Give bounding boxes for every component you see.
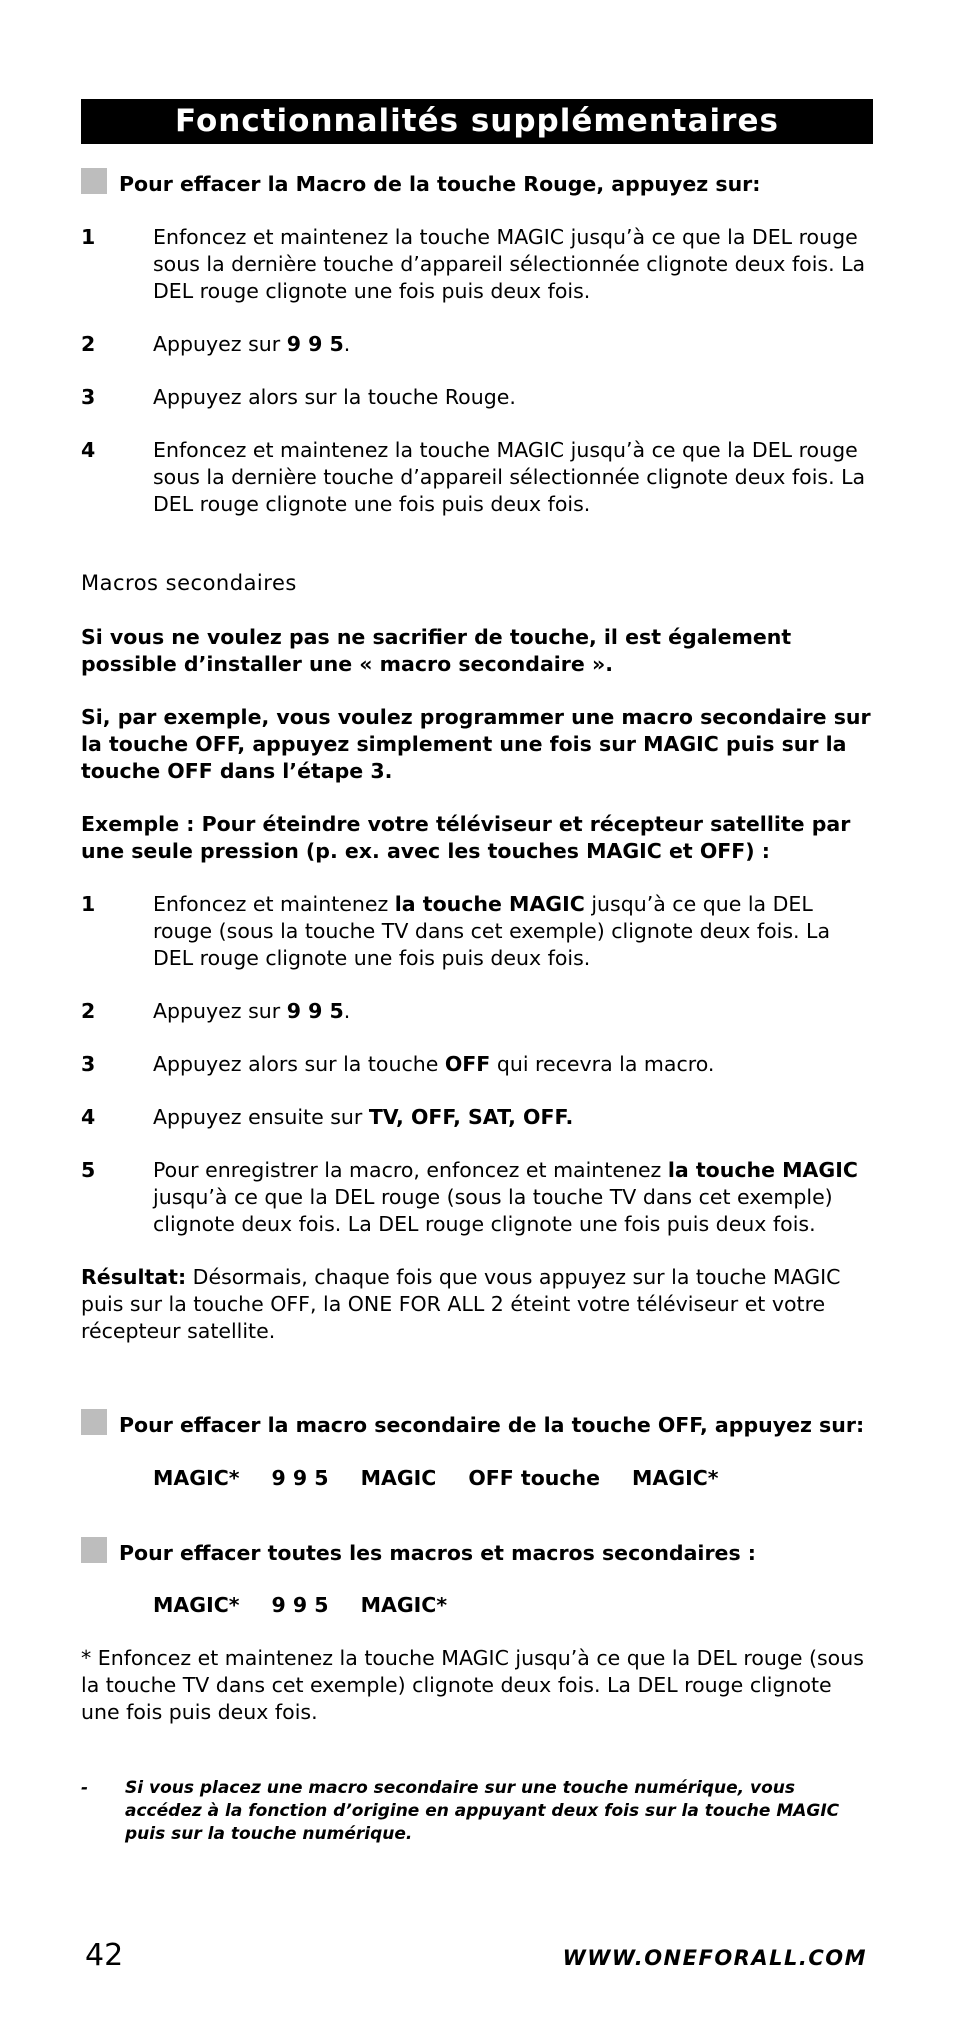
intro-paragraph: Si vous ne voulez pas ne sacrifier de touche, il est également possible d’installer une « macro secondaire ». [81, 625, 792, 676]
step-item [81, 437, 873, 518]
result-label: Résultat: [81, 1265, 187, 1289]
square-bullet-icon [81, 168, 107, 194]
step-item [81, 1104, 873, 1131]
section-heading-erase-red-macro [81, 171, 873, 198]
step-number: 4 [81, 438, 96, 462]
page-number: 42 [85, 1938, 124, 1973]
step-number: 5 [81, 1158, 96, 1182]
step-text: Enfoncez et maintenez la touche MAGIC jusqu’à ce que la DEL rouge (sous la touche TV dans cet exemple) clignote deux fois. La DEL rouge clignote une fois puis deux fois. [153, 892, 831, 970]
step-item [81, 891, 873, 972]
subheading-secondary-macros: Macros secondaires [81, 571, 297, 595]
step-number: 1 [81, 892, 96, 916]
step-number: 4 [81, 1105, 96, 1129]
step-text: Pour enregistrer la macro, enfoncez et maintenez la touche MAGIC jusqu’à ce que la DEL rouge (sous la touche TV dans cet exemple) clignote deux fois. La DEL rouge clignote une fois puis deux fois. [153, 1158, 858, 1236]
step-item [81, 998, 873, 1025]
step-text: Enfoncez et maintenez la touche MAGIC jusqu’à ce que la DEL rouge sous la dernière touche d’appareil sélectionnée clignote deux fois. La DEL rouge clignote une fois puis deux fois. [153, 438, 866, 516]
example-paragraph: Exemple : Pour éteindre votre téléviseur et récepteur satellite par une seule pression (p. ex. avec les touches MAGIC et OFF) : [81, 812, 851, 863]
section-heading-text: Pour effacer la macro secondaire de la touche OFF, appuyez sur: [119, 1413, 865, 1437]
result-text: Désormais, chaque fois que vous appuyez sur la touche MAGIC puis sur la touche OFF, la ONE FOR ALL 2 éteint votre téléviseur et votre récepteur satellite. [81, 1265, 841, 1343]
step-text: Appuyez ensuite sur TV, OFF, SAT, OFF. [153, 1105, 574, 1129]
step-text: Enfoncez et maintenez la touche MAGIC jusqu’à ce que la DEL rouge sous la dernière touche d’appareil sélectionnée clignote deux fois. La DEL rouge clignote une fois puis deux fois. [153, 225, 866, 303]
square-bullet-icon [81, 1409, 107, 1435]
section-heading-text: Pour effacer la Macro de la touche Rouge, appuyez sur: [119, 172, 761, 196]
key-label: MAGIC* [632, 1466, 719, 1490]
step-number: 1 [81, 225, 96, 249]
intro-paragraph: Si, par exemple, vous voulez programmer une macro secondaire sur la touche OFF, appuyez simplement une fois sur MAGIC puis sur la touche OFF dans l’étape 3. [81, 705, 871, 783]
step-item [81, 1157, 873, 1238]
step-text: Appuyez alors sur la touche OFF qui recevra la macro. [153, 1052, 715, 1076]
step-number: 2 [81, 999, 96, 1023]
key-label: OFF touche [468, 1466, 601, 1490]
step-item [81, 224, 873, 305]
key-label: 9 9 5 [271, 1466, 329, 1490]
step-item [81, 1051, 873, 1078]
italic-note [81, 1777, 873, 1846]
footer-url: WWW.ONEFORALL.COM [562, 1946, 867, 1970]
step-number: 3 [81, 385, 96, 409]
square-bullet-icon [81, 1537, 107, 1563]
note-text: Si vous placez une macro secondaire sur une touche numérique, vous accédez à la fonction d’origine en appuyant deux fois sur la touche MAGIC puis sur la touche numérique. [125, 1778, 840, 1844]
section-heading-erase-secondary-macro [81, 1412, 873, 1439]
key-label: MAGIC* [153, 1466, 240, 1490]
footnote: * Enfoncez et maintenez la touche MAGIC jusqu’à ce que la DEL rouge (sous la touche TV dans cet exemple) clignote deux fois. La DEL rouge clignote une fois puis deux fois. [81, 1646, 864, 1724]
key-sequence [81, 1592, 945, 1619]
result-paragraph [81, 1264, 873, 1345]
section-heading-text: Pour effacer toutes les macros et macros secondaires : [119, 1541, 757, 1565]
key-label: MAGIC* [360, 1593, 448, 1617]
note-dash: - [81, 1778, 89, 1798]
key-label: MAGIC [360, 1466, 437, 1490]
key-label: 9 9 5 [271, 1593, 329, 1617]
step-text: Appuyez sur 9 9 5. [153, 999, 351, 1023]
page-title: Fonctionnalités supplémentaires [81, 99, 873, 144]
step-text: Appuyez alors sur la touche Rouge. [153, 385, 516, 409]
step-item [81, 384, 873, 411]
step-text: Appuyez sur 9 9 5. [153, 332, 351, 356]
key-label: MAGIC* [153, 1593, 240, 1617]
step-number: 3 [81, 1052, 96, 1076]
step-number: 2 [81, 332, 96, 356]
key-sequence [81, 1465, 945, 1492]
section-heading-erase-all-macros [81, 1540, 873, 1567]
step-item [81, 331, 873, 358]
